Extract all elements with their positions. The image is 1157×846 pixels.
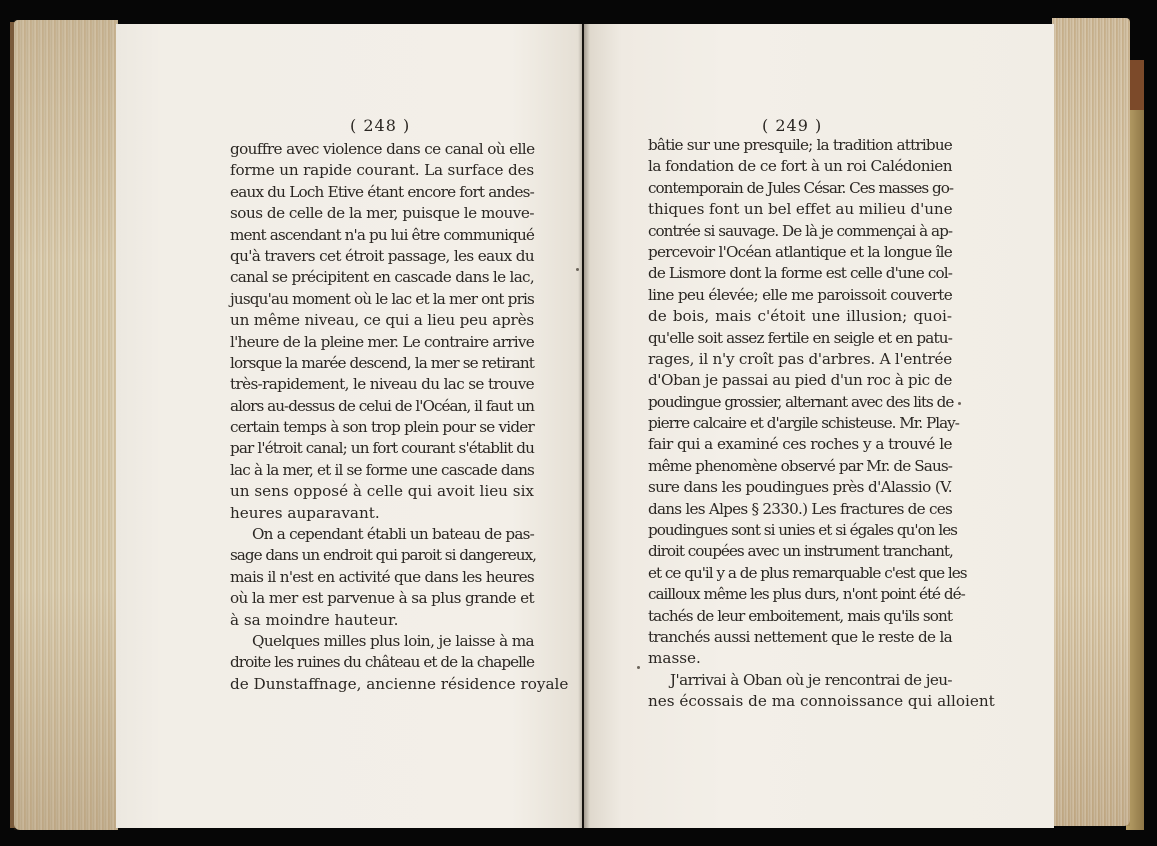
text-line: nes écossais de ma connoissance qui alloient xyxy=(648,692,995,711)
text-line: poudingues sont si unies et si égales qu'on les xyxy=(648,521,957,540)
text-line: masse. xyxy=(648,649,701,668)
left-page-text xyxy=(230,139,569,695)
text-line: l'heure de la pleine mer. Le contraire arrive xyxy=(230,332,534,351)
text-line: alors au-dessus de celui de l'Océan, il faut un xyxy=(230,396,534,415)
text-line: line peu élevée; elle me paroissoit couverte xyxy=(648,285,952,304)
text-line: et ce qu'il y a de plus remarquable c'est que les xyxy=(648,563,967,582)
text-line: gouffre avec violence dans ce canal où elle xyxy=(230,140,535,158)
text-line: thiques font un bel effet au milieu d'une xyxy=(648,200,953,219)
text-line: où la mer est parvenue à sa plus grande et xyxy=(230,589,534,608)
text-line: la fondation de ce fort à un roi Calédonien xyxy=(648,157,952,176)
text-line: lac à la mer, et il se forme une cascade dans xyxy=(230,460,534,479)
text-line: canal se précipitent en cascade dans le lac, xyxy=(230,268,534,287)
text-line: tachés de leur emboitement, mais qu'ils sont xyxy=(648,606,952,625)
text-line: Quelques milles plus loin, je laisse à ma xyxy=(252,631,534,650)
paper-speck xyxy=(576,268,579,271)
book-gutter xyxy=(578,24,590,828)
text-line: à sa moindre hauteur. xyxy=(230,610,399,629)
page-edges-right xyxy=(1052,18,1130,826)
text-line: sure dans les poudingues près d'Alassio (V. xyxy=(648,478,952,497)
text-line: très-rapidement, le niveau du lac se trouve xyxy=(230,375,534,394)
text-line: sage dans un endroit qui paroit si dangereux, xyxy=(230,546,536,565)
paper-speck xyxy=(958,402,961,405)
text-line: eaux du Loch Etive étant encore fort andes- xyxy=(230,182,534,201)
page-edges-left xyxy=(14,20,118,830)
text-line: de Dunstaffnage, ancienne résidence royale xyxy=(230,674,569,693)
text-line: dans les Alpes § 2330.) Les fractures de ces xyxy=(648,499,952,518)
text-line: rages, il n'y croît pas d'arbres. A l'entrée xyxy=(648,349,952,368)
left-page-number: ( 248 ) xyxy=(350,116,411,135)
text-line: qu'elle soit assez fertile en seigle et en patu- xyxy=(648,328,952,347)
text-line: même phenomène observé par Mr. de Saus- xyxy=(648,456,952,475)
text-line: un sens opposé à celle qui avoit lieu six xyxy=(230,482,534,501)
text-line: forme un rapide courant. La surface des xyxy=(230,161,534,180)
text-line: On a cependant établi un bateau de pas- xyxy=(252,525,534,544)
text-line: jusqu'au moment où le lac et la mer ont pris xyxy=(230,289,534,308)
text-line: poudingue grossier, alternant avec des lits de xyxy=(648,392,954,411)
text-line: certain temps à son trop plein pour se vider xyxy=(230,418,534,437)
text-line: ment ascendant n'a pu lui être communiqué xyxy=(230,225,534,244)
text-line: mais il n'est en activité que dans les heures xyxy=(230,567,534,586)
text-line: tranchés aussi nettement que le reste de la xyxy=(648,627,952,646)
text-line: droite les ruines du château et de la chapelle xyxy=(230,653,534,672)
text-line: par l'étroit canal; un fort courant s'établit du xyxy=(230,439,534,458)
text-line: percevoir l'Océan atlantique et la longue île xyxy=(648,242,952,261)
text-line: heures auparavant. xyxy=(230,503,380,522)
text-line: pierre calcaire et d'argile schisteuse. Mr. Play- xyxy=(648,414,959,433)
text-line: J'arrivai à Oban où je rencontrai de jeu- xyxy=(670,670,952,689)
right-page-text xyxy=(648,135,995,713)
text-line: sous de celle de la mer, puisque le mouve- xyxy=(230,204,534,223)
text-line: contemporain de Jules César. Ces masses go- xyxy=(648,178,954,197)
text-line: bâtie sur une presquile; la tradition attribue xyxy=(648,136,952,154)
text-line: de bois, mais c'étoit une illusion; quoi- xyxy=(648,307,952,326)
text-line: d'Oban je passai au pied d'un roc à pic de xyxy=(648,371,952,390)
text-line: un même niveau, ce qui a lieu peu après xyxy=(230,311,534,330)
text-line: cailloux même les plus durs, n'ont point été dé- xyxy=(648,585,965,604)
right-page-number: ( 249 ) xyxy=(762,116,823,135)
text-line: contrée si sauvage. De là je commençai à ap- xyxy=(648,221,952,240)
text-line: lorsque la marée descend, la mer se retirant xyxy=(230,353,534,372)
text-line: fair qui a examiné ces roches y a trouvé le xyxy=(648,435,952,454)
text-line: qu'à travers cet étroit passage, les eaux du xyxy=(230,246,534,265)
text-line: de Lismore dont la forme est celle d'une col- xyxy=(648,264,952,283)
paper-speck xyxy=(637,666,640,669)
text-line: diroit coupées avec un instrument tranchant, xyxy=(648,542,953,561)
